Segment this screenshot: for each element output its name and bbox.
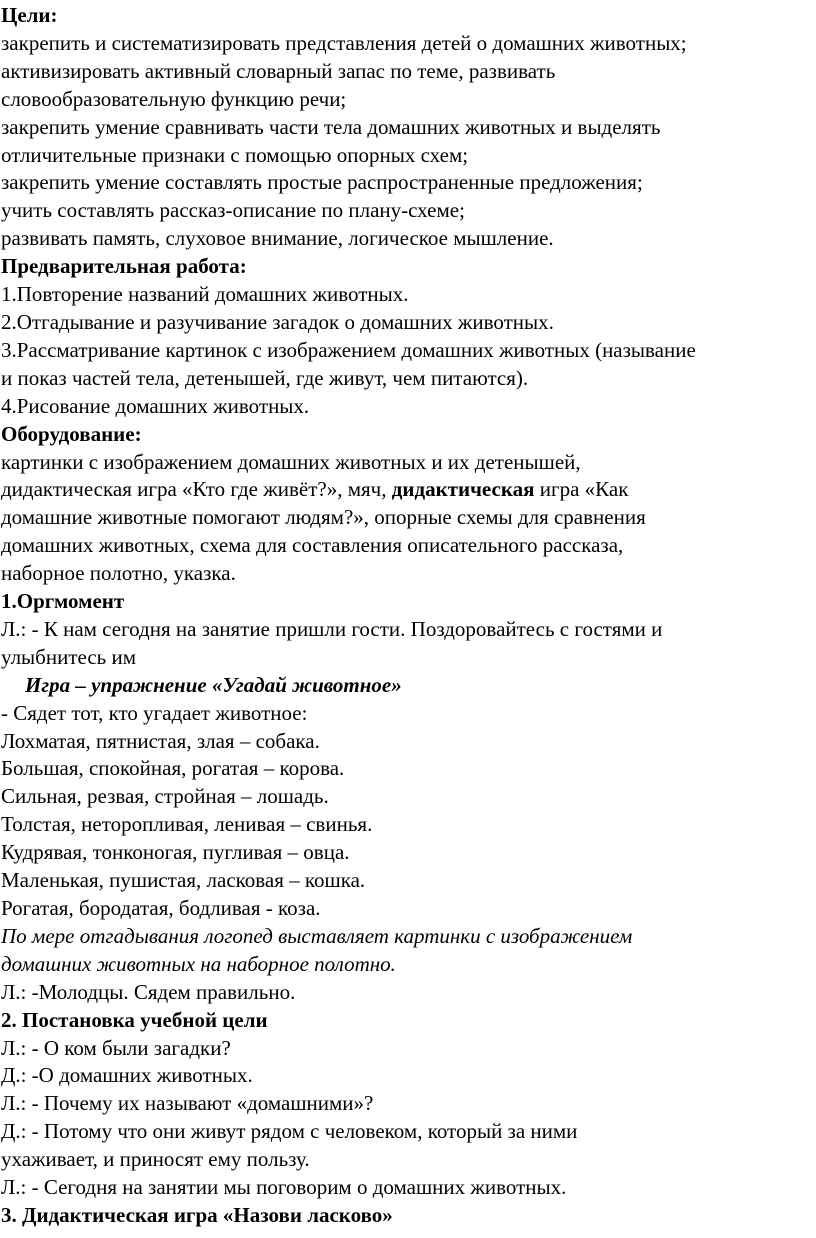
dialogue-line: Л.: - Сегодня на занятии мы поговорим о домашних животных. bbox=[1, 1175, 567, 1200]
equipment-bold-text: дидактическая bbox=[391, 477, 535, 502]
riddle-line: Маленькая, пушистая, ласковая – кошка. bbox=[1, 868, 366, 893]
preliminary-heading: Предварительная работа: bbox=[1, 254, 247, 279]
dialogue-line: Л.: -Молодцы. Сядем правильно. bbox=[1, 979, 296, 1004]
equipment-heading: Оборудование: bbox=[1, 421, 142, 446]
equipment-line: наборное полотно, указка. bbox=[1, 561, 236, 586]
preliminary-item: и показ частей тела, детенышей, где живут, чем питаются). bbox=[1, 365, 529, 390]
preliminary-item: 3.Рассматривание картинок с изображением домашних животных (называние bbox=[1, 337, 696, 362]
dialogue-line: Л.: - Почему их называют «домашними»? bbox=[1, 1091, 374, 1116]
game-line: - Сядет тот, кто угадает животное: bbox=[1, 700, 308, 725]
riddle-line: Большая, спокойная, рогатая – корова. bbox=[1, 756, 345, 781]
next-section-heading: 3. Дидактическая игра «Назови ласково» bbox=[1, 1202, 393, 1227]
dialogue-line: Л.: - К нам сегодня на занятие пришли гости. Поздоровайтесь с гостями и bbox=[1, 616, 663, 641]
riddle-line: Кудрявая, тонконогая, пугливая – овца. bbox=[1, 840, 350, 865]
teacher-note: домашних животных на наборное полотно. bbox=[1, 951, 396, 976]
equipment-line: картинки с изображением домашних животных и их детенышей, bbox=[1, 449, 581, 474]
dialogue-line: Д.: - Потому что они живут рядом с человеком, который за ними bbox=[1, 1119, 578, 1144]
preliminary-item: 4.Рисование домашних животных. bbox=[1, 393, 310, 418]
equipment-text: игра «Как bbox=[534, 477, 629, 502]
riddle-line: Лохматая, пятнистая, злая – собака. bbox=[1, 728, 320, 753]
dialogue-line: Д.: -О домашних животных. bbox=[1, 1063, 253, 1088]
goals-line: закрепить умение составлять простые распространенные предложения; bbox=[1, 170, 643, 195]
goals-heading: Цели: bbox=[1, 3, 58, 27]
org-heading: 1.Оргмомент bbox=[1, 589, 125, 614]
dialogue-line: Л.: - О ком были загадки? bbox=[1, 1035, 231, 1060]
equipment-text: дидактическая игра «Кто где живёт?», мяч, bbox=[1, 477, 392, 502]
game-heading: Игра – упражнение «Угадай животное» bbox=[25, 672, 402, 697]
equipment-line bbox=[1, 476, 816, 504]
dialogue-line: улыбнитесь им bbox=[1, 644, 137, 669]
equipment-line: домашние животные помогают людям?», опорные схемы для сравнения bbox=[1, 505, 646, 530]
goals-line: отличительные признаки с помощью опорных схем; bbox=[1, 142, 469, 167]
riddle-line: Толстая, неторопливая, ленивая – свинья. bbox=[1, 812, 373, 837]
goals-line: словообразовательную функцию речи; bbox=[1, 86, 347, 111]
goals-line: развивать память, слуховое внимание, логическое мышление. bbox=[1, 226, 554, 251]
goals-line: закрепить и систематизировать представления детей о домашних животных; bbox=[1, 30, 687, 55]
goals-line: активизировать активный словарный запас по теме, развивать bbox=[1, 58, 556, 83]
preliminary-item: 2.Отгадывание и разучивание загадок о домашних животных. bbox=[1, 309, 554, 334]
riddle-line: Рогатая, бородатая, бодливая - коза. bbox=[1, 896, 321, 920]
goals-line: закрепить умение сравнивать части тела домашних животных и выделять bbox=[1, 114, 661, 139]
riddle-line: Сильная, резвая, стройная – лошадь. bbox=[1, 784, 329, 809]
equipment-line: домашних животных, схема для составления описательного рассказа, bbox=[1, 533, 624, 558]
teacher-note: По мере отгадывания логопед выставляет картинки с изображением bbox=[1, 923, 633, 948]
goals-line: учить составлять рассказ-описание по плану-схеме; bbox=[1, 198, 465, 223]
goal-setting-heading: 2. Постановка учебной цели bbox=[1, 1007, 268, 1032]
dialogue-line: ухаживает, и приносят ему пользу. bbox=[1, 1147, 310, 1172]
preliminary-item: 1.Повторение названий домашних животных. bbox=[1, 282, 409, 307]
